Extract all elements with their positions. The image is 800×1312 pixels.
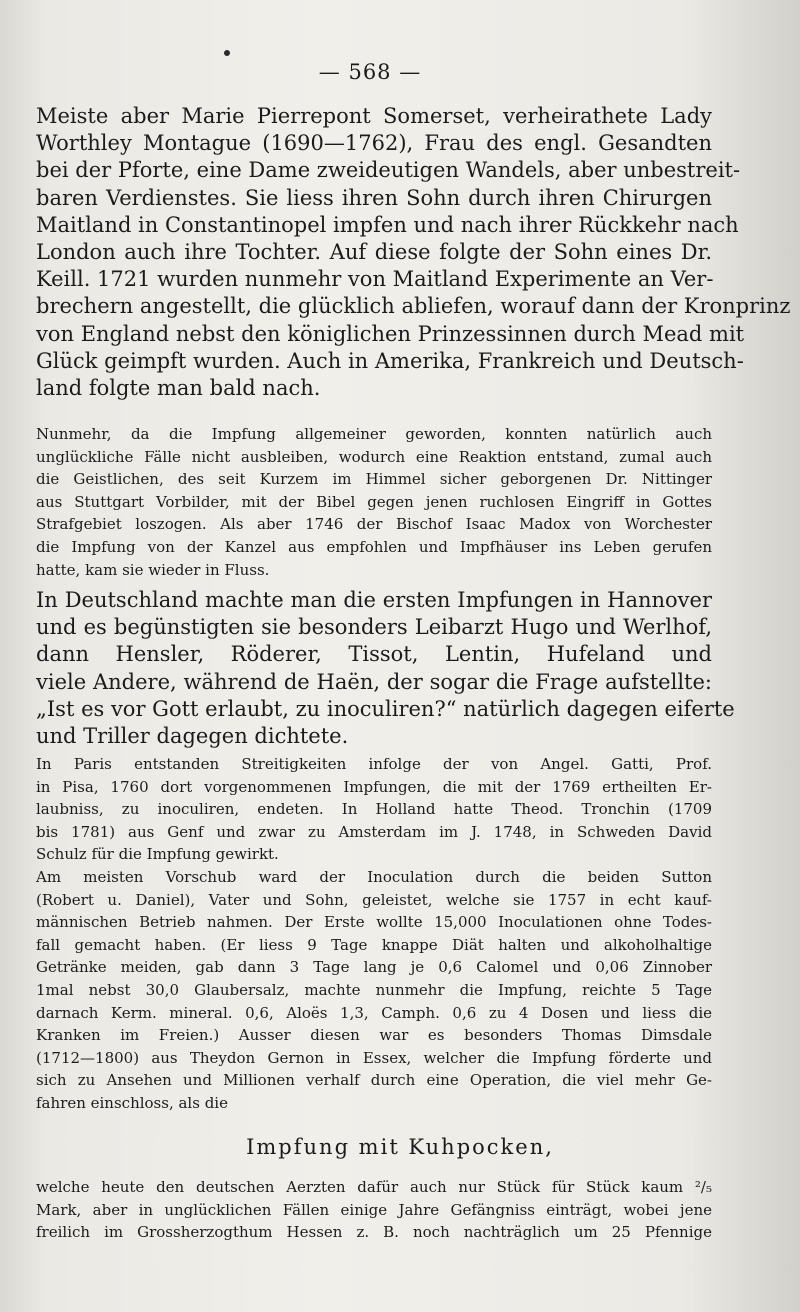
- paragraph-reaction: [36, 423, 712, 581]
- text-line: fall gemacht haben. (Er liess 9 Tage knappe Diät halten und alkoholhaltige: [36, 935, 712, 954]
- text-line: darnach Kerm. mineral. 0,6, Aloës 1,3, Camph. 0,6 zu 4 Dosen und liess die: [36, 1003, 712, 1022]
- text-line: welche heute den deutschen Aerzten dafür auch nur Stück für Stück kaum ²/₅: [36, 1178, 712, 1196]
- text-line: Getränke meiden, gab dann 3 Tage lang je 0,6 Calomel und 0,06 Zinnober: [36, 958, 712, 977]
- text-line: hatte, kam sie wieder in Fluss.: [36, 560, 270, 579]
- text-line: Schulz für die Impfung gewirkt.: [36, 845, 279, 864]
- text-line: In Paris entstanden Streitigkeiten infolge der von Angel. Gatti, Prof.: [36, 755, 712, 773]
- text-line: unglückliche Fälle nicht ausbleiben, wodurch eine Reaktion entstand, zumal auch: [36, 447, 712, 466]
- text-line: Kranken im Freien.) Ausser diesen war es besonders Thomas Dimsdale: [36, 1026, 712, 1045]
- text-line: 1mal nebst 30,0 Glaubersalz, machte nunmehr die Impfung, reichte 5 Tage: [36, 980, 712, 999]
- text-line: London auch ihre Tochter. Auf diese folgte der Sohn eines Dr.: [36, 239, 712, 264]
- text-line: die Impfung von der Kanzel aus empfohlen und Impfhäuser ins Leben gerufen: [36, 537, 712, 556]
- text-line: brechern angestellt, die glücklich abliefen, worauf dann der Kronprinz: [36, 294, 791, 319]
- text-line: die Geistlichen, des seit Kurzem im Himmel sicher geborgenen Dr. Nittinger: [36, 470, 712, 489]
- text-line: viele Andere, während de Haën, der sogar die Frage aufstellte:: [36, 669, 712, 694]
- text-line: land folgte man bald nach.: [36, 375, 321, 400]
- text-line: Keill. 1721 wurden nunmehr von Maitland Experimente an Ver-: [36, 267, 714, 292]
- paragraph-paris-sutton: [36, 753, 712, 1115]
- text-line: Meiste aber Marie Pierrepont Somerset, verheirathete Lady: [36, 104, 712, 128]
- paragraph-kuhpocken: [36, 1176, 712, 1244]
- text-line: Mark, aber in unglücklichen Fällen einige Jahre Gefängniss einträgt, wobei jene: [36, 1200, 712, 1219]
- text-line: und Triller dagegen dichtete.: [36, 723, 349, 748]
- ink-spot: [224, 50, 230, 56]
- text-line: freilich im Grossherzogthum Hessen z. B. noch nachträglich um 25 Pfennige: [36, 1223, 712, 1242]
- text-line: In Deutschland machte man die ersten Impfungen in Hannover: [36, 588, 712, 612]
- text-line: laubniss, zu inoculiren, endeten. In Holland hatte Theod. Tronchin (1709: [36, 800, 712, 819]
- text-line: sich zu Ansehen und Millionen verhalf durch eine Operation, die viel mehr Ge-: [36, 1071, 712, 1090]
- text-line: männischen Betrieb nahmen. Der Erste wollte 15,000 Inoculationen ohne Todes-: [36, 913, 712, 932]
- text-line: von England nebst den königlichen Prinzessinnen durch Mead mit: [36, 321, 745, 346]
- text-line: in Pisa, 1760 dort vorgenommenen Impfungen, die mit der 1769 ertheilten Er-: [36, 777, 712, 796]
- text-line: bei der Pforte, eine Dame zweideutigen Wandels, aber unbestreit-: [36, 158, 741, 183]
- text-line: Nunmehr, da die Impfung allgemeiner geworden, konnten natürlich auch: [36, 425, 712, 443]
- text-line: (1712—1800) aus Theydon Gernon in Essex, welcher die Impfung förderte und: [36, 1048, 712, 1067]
- text-line: dann Hensler, Röderer, Tissot, Lentin, Hufeland und: [36, 642, 712, 667]
- text-line: fahren einschloss, als die: [36, 1093, 228, 1112]
- text-line: Glück geimpft wurden. Auch in Amerika, Frankreich und Deutsch-: [36, 348, 744, 373]
- section-heading: Impfung mit Kuhpocken,: [246, 1135, 554, 1159]
- paragraph-montague: [36, 103, 791, 402]
- text-line: Strafgebiet loszogen. Als aber 1746 der Bischof Isaac Madox von Worchester: [36, 515, 712, 534]
- page-number: — 568 —: [318, 60, 422, 84]
- text-line: (Robert u. Daniel), Vater und Sohn, geleistet, welche sie 1757 in echt kauf-: [36, 890, 712, 909]
- text-line: „Ist es vor Gott erlaubt, zu inoculiren?“ natürlich dagegen eiferte: [36, 696, 735, 721]
- text-line: baren Verdienstes. Sie liess ihren Sohn durch ihren Chirurgen: [36, 185, 712, 210]
- text-line: Maitland in Constantinopel impfen und nach ihrer Rückkehr nach: [36, 212, 739, 237]
- paragraph-germany: [36, 587, 735, 750]
- text-line: aus Stuttgart Vorbilder, mit der Bibel gegen jenen ruchlosen Eingriff in Gottes: [36, 492, 712, 511]
- text-line: Am meisten Vorschub ward der Inoculation durch die beiden Sutton: [36, 867, 712, 886]
- text-line: bis 1781) aus Genf und zwar zu Amsterdam im J. 1748, in Schweden David: [36, 822, 712, 841]
- text-line: Worthley Montague (1690—1762), Frau des engl. Gesandten: [36, 131, 712, 156]
- text-line: und es begünstigten sie besonders Leibarzt Hugo und Werlhof,: [36, 615, 712, 640]
